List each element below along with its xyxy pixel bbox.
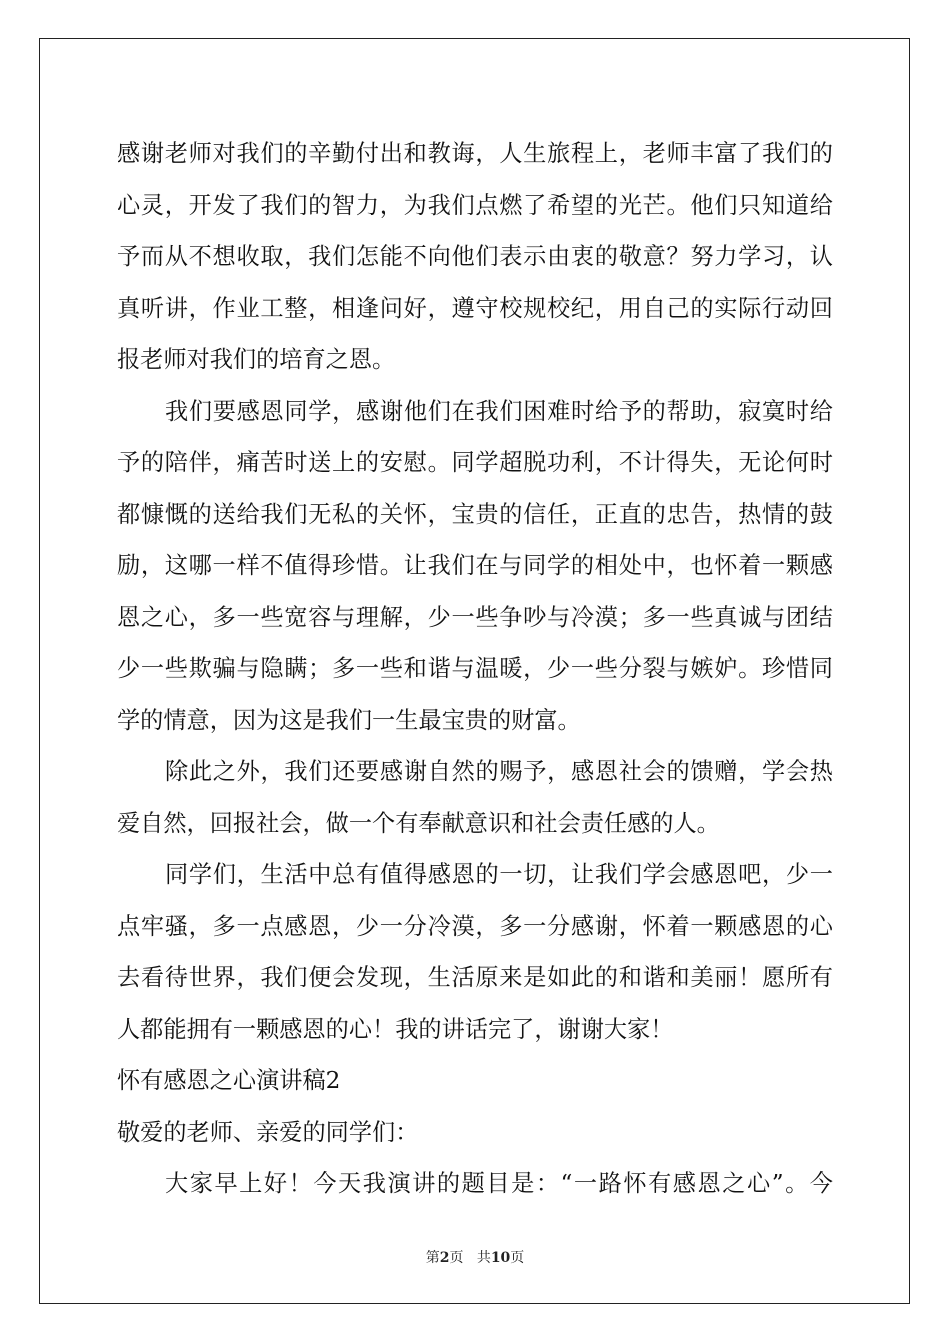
- text-line: 人都能拥有一颗感恩的心！我的讲话完了，谢谢大家！: [117, 1015, 674, 1043]
- text-line: 敬爱的老师、亲爱的同学们：: [117, 1118, 419, 1146]
- footer-total-prefix: 共: [476, 1250, 491, 1266]
- text-line: 点牢骚，多一点感恩，少一分冷漠，多一分感谢，怀着一颗感恩的心: [117, 912, 833, 940]
- text-line: 都慷慨的送给我们无私的关怀，宝贵的信任，正直的忠告，热情的鼓: [117, 500, 833, 528]
- footer-page-word: 页: [449, 1250, 464, 1266]
- text-line: 我们要感恩同学，感谢他们在我们困难时给予的帮助，寂寞时给: [165, 397, 833, 425]
- text-line: 恩之心，多一些宽容与理解，少一些争吵与冷漠；多一些真诚与团结: [117, 603, 833, 631]
- footer-prefix: 第: [425, 1250, 440, 1266]
- text-line: 予的陪伴，痛苦时送上的安慰。同学超脱功利，不计得失，无论何时: [117, 449, 833, 476]
- text-line: 感谢老师对我们的辛勤付出和教诲，人生旅程上，老师丰富了我们的: [117, 140, 833, 167]
- text-line: 除此之外，我们还要感谢自然的赐予，感恩社会的馈赠，学会热: [165, 758, 833, 785]
- text-line: 怀有感恩之心演讲稿2: [117, 1067, 341, 1094]
- footer-total-suffix: 页: [510, 1250, 525, 1266]
- text-line: 励，这哪一样不值得珍惜。让我们在与同学的相处中，也怀着一颗感: [117, 552, 833, 579]
- footer-total-pages: 10: [490, 1250, 511, 1266]
- document-body: [117, 128, 833, 1210]
- footer-current-page: 2: [439, 1250, 450, 1266]
- text-line: 去看待世界，我们便会发现，生活原来是如此的和谐和美丽！愿所有: [117, 964, 833, 991]
- text-line: 学的情意，因为这是我们一生最宝贵的财富。: [117, 706, 581, 734]
- text-line: 爱自然，回报社会，做一个有奉献意识和社会责任感的人。: [117, 809, 720, 837]
- text-line: 报老师对我们的培育之恩。: [117, 346, 396, 373]
- text-line: 真听讲，作业工整，相逢问好，遵守校规校纪，用自己的实际行动回: [117, 294, 833, 322]
- text-line: 少一些欺骗与隐瞒；多一些和谐与温暖，少一些分裂与嫉妒。珍惜同: [117, 655, 833, 682]
- text-line: 予而从不想收取，我们怎能不向他们表示由衷的敬意？努力学习，认: [117, 243, 833, 270]
- text-line: 大家早上好！今天我演讲的题目是：“一路怀有感恩之心”。今: [165, 1170, 833, 1197]
- text-line: 同学们，生活中总有值得感恩的一切，让我们学会感恩吧，少一: [165, 861, 833, 888]
- text-line: 心灵，开发了我们的智力，为我们点燃了希望的光芒。他们只知道给: [117, 191, 833, 219]
- page-footer: [0, 1247, 950, 1267]
